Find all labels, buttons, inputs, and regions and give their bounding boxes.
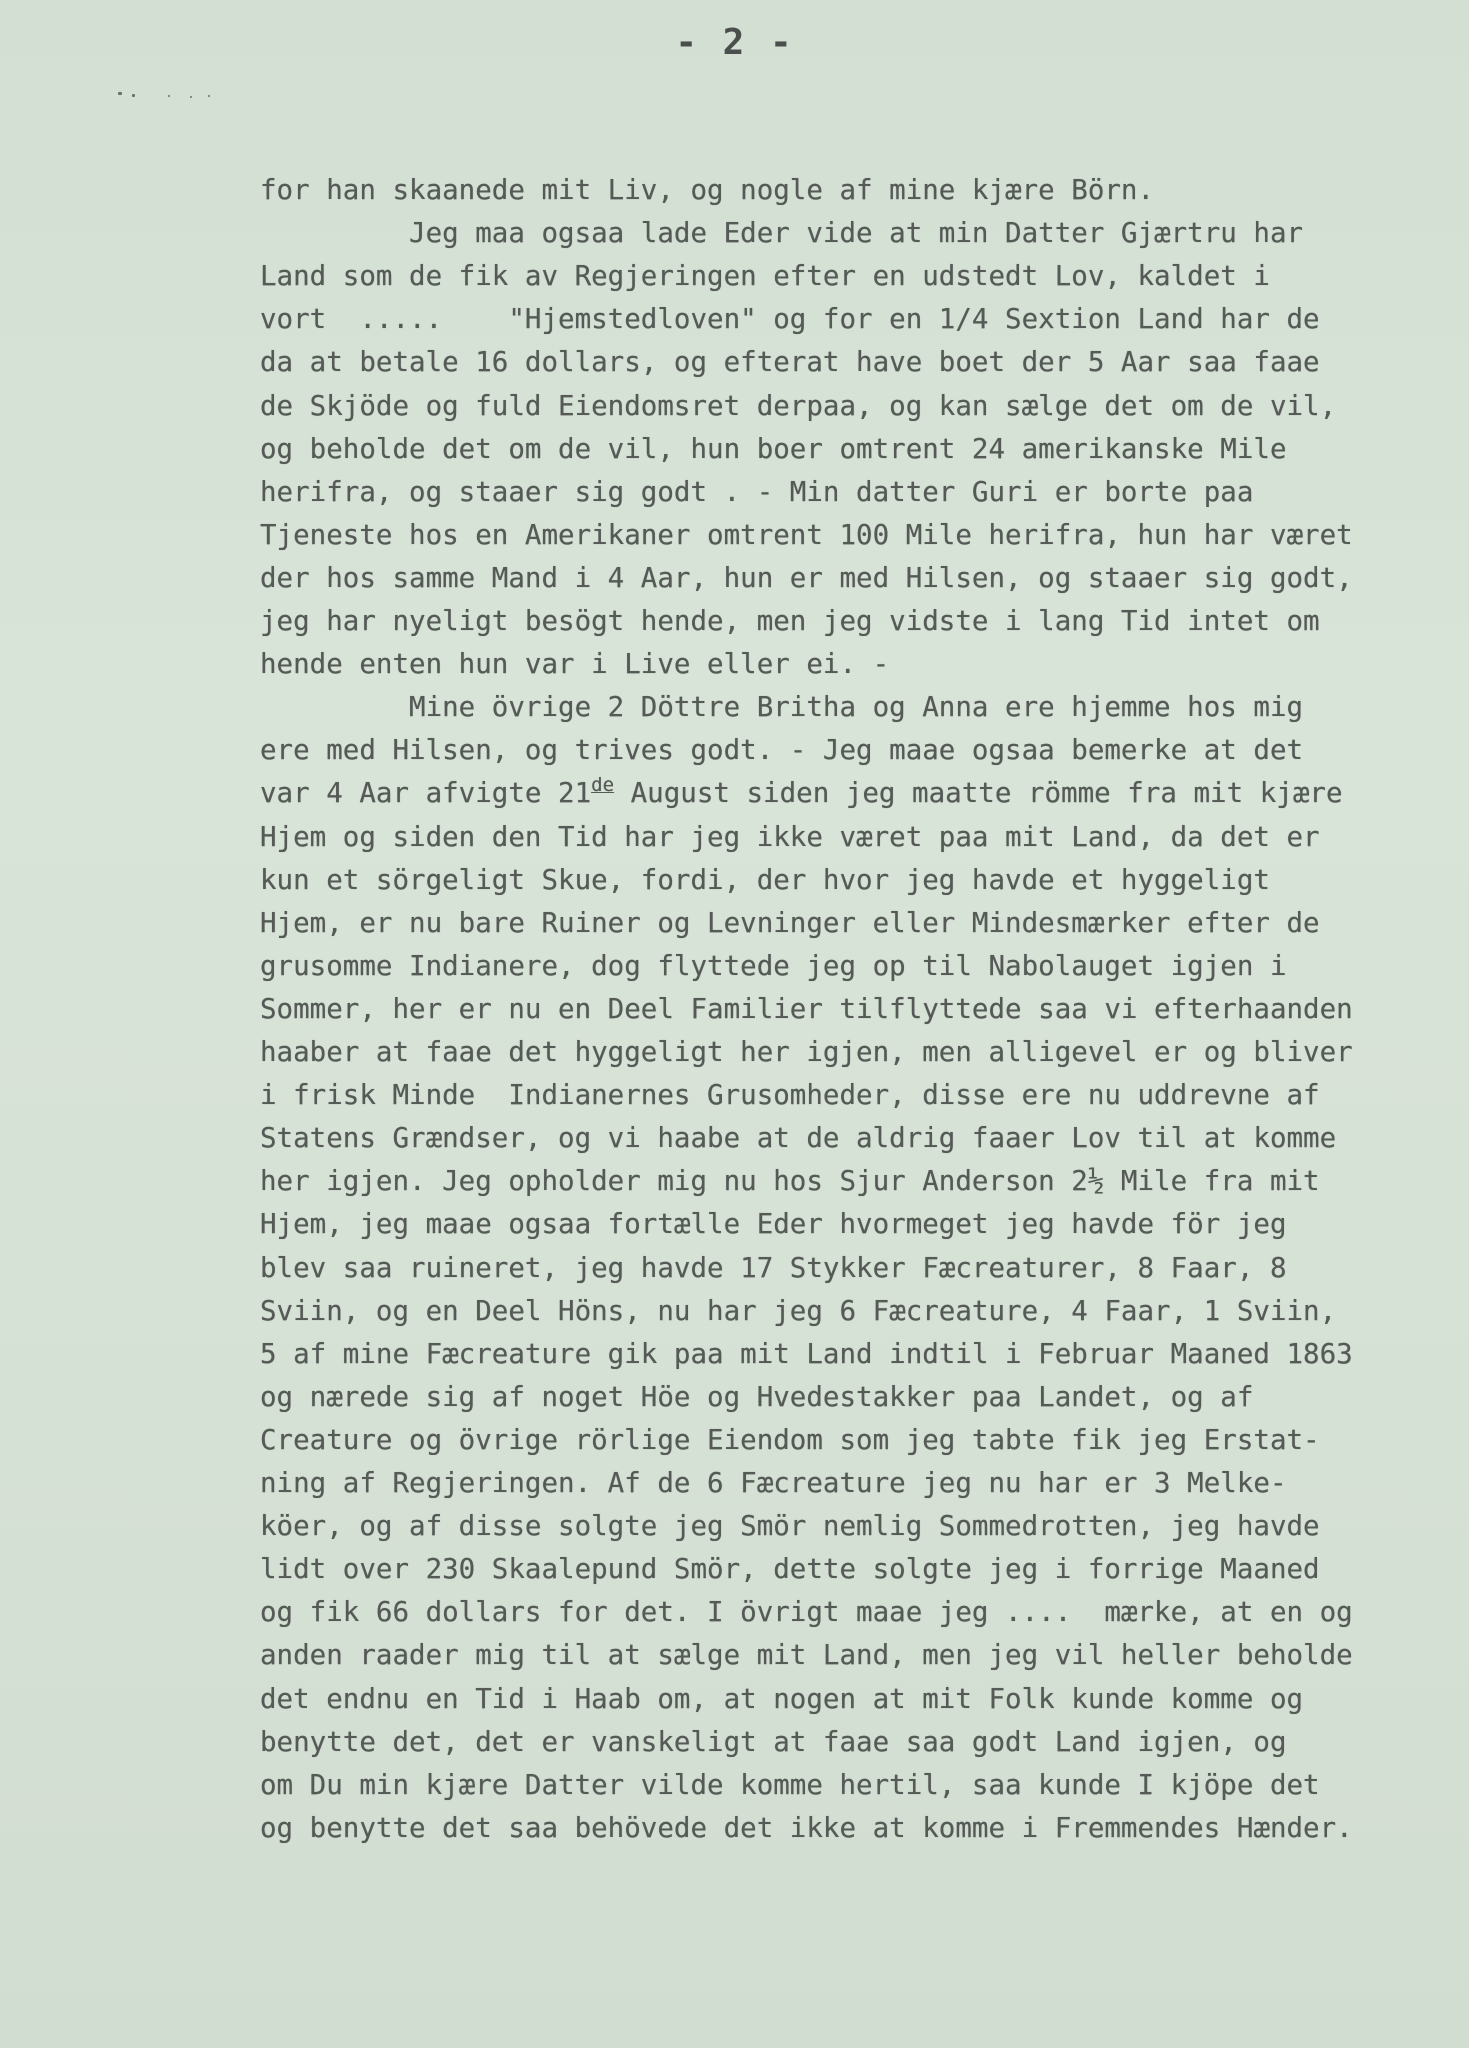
text-line: og nærede sig af noget Höe og Hvedestakker paa Landet, og af — [260, 1381, 1254, 1413]
text-line: Sviin, og en Deel Höns, nu har jeg 6 Fæcreature, 4 Faar, 1 Sviin, — [260, 1295, 1337, 1327]
text-line: lidt over 230 Skaalepund Smör, dette solgte jeg i forrige Maaned — [260, 1553, 1320, 1585]
text-line: benytte det, det er vanskeligt at faae saa godt Land igjen, og — [260, 1726, 1287, 1758]
ordinal-superscript: de — [591, 774, 615, 796]
text-line: vort ..... "Hjemstedloven" og for en 1/4 Sextion Land har de — [260, 303, 1320, 335]
text-line: i frisk Minde Indianernes Grusomheder, disse ere nu uddrevne af — [260, 1079, 1320, 1111]
text-line: 5 af mine Fæcreature gik paa mit Land indtil i Februar Maaned 1863 — [260, 1338, 1353, 1370]
text-line: ere med Hilsen, og trives godt. - Jeg maae ogsaa bemerke at det — [260, 734, 1304, 766]
text-line: Land som de fik av Regjeringen efter en udstedt Lov, kaldet i — [260, 260, 1270, 292]
text-line: da at betale 16 dollars, og efterat have boet der 5 Aar saa faae — [260, 346, 1320, 378]
text-line: de Skjöde og fuld Eiendomsret derpaa, og kan sælge det om de vil, — [260, 390, 1337, 422]
text-line: for han skaanede mit Liv, og nogle af mine kjære Börn. — [260, 174, 1155, 206]
text-line-continuation: August siden jeg maatte römme fra mit kjære — [614, 777, 1343, 809]
text-line: Tjeneste hos en Amerikaner omtrent 100 Mile herifra, hun har været — [260, 519, 1353, 551]
text-line: köer, og af disse solgte jeg Smör nemlig Sommedrotten, jeg havde — [260, 1510, 1320, 1542]
text-line: her igjen. Jeg opholder mig nu hos Sjur Anderson 2½ Mile fra mit — [260, 1165, 1320, 1197]
text-line: blev saa ruineret, jeg havde 17 Stykker Fæcreaturer, 8 Faar, 8 — [260, 1252, 1287, 1284]
text-line: Jeg maa ogsaa lade Eder vide at min Datter Gjærtru har — [260, 217, 1304, 249]
text-line: anden raader mig til at sælge mit Land, men jeg vil heller beholde — [260, 1639, 1353, 1671]
text-line: det endnu en Tid i Haab om, at nogen at mit Folk kunde komme og — [260, 1683, 1304, 1715]
text-line: Statens Grændser, og vi haabe at de aldrig faaer Lov til at komme — [260, 1122, 1337, 1154]
text-line: ning af Regjeringen. Af de 6 Fæcreature jeg nu har er 3 Melke- — [260, 1467, 1287, 1499]
text-line: om Du min kjære Datter vilde komme hertil, saa kunde I kjöpe det — [260, 1769, 1320, 1801]
text-line: Hjem og siden den Tid har jeg ikke været paa mit Land, da det er — [260, 821, 1320, 853]
text-line: kun et sörgeligt Skue, fordi, der hvor jeg havde et hyggeligt — [260, 864, 1270, 896]
text-line: jeg har nyeligt besögt hende, men jeg vidste i lang Tid intet om — [260, 605, 1320, 637]
text-line: Hjem, jeg maae ogsaa fortælle Eder hvormeget jeg havde för jeg — [260, 1208, 1287, 1240]
text-line: Mine övrige 2 Döttre Britha og Anna ere hjemme hos mig — [260, 691, 1304, 723]
text-line: haaber at faae det hyggeligt her igjen, men alligevel er og bliver — [260, 1036, 1353, 1068]
text-line: var 4 Aar afvigte 21de August siden jeg maatte römme fra mit kjære — [260, 774, 1343, 809]
paper-specks — [118, 88, 228, 102]
text-line: og fik 66 dollars for det. I övrigt maae jeg .... mærke, at en og — [260, 1596, 1353, 1628]
text-line: Creature og övrige rörlige Eiendom som jeg tabte fik jeg Erstat- — [260, 1424, 1320, 1456]
text-line: hende enten hun var i Live eller ei. - — [260, 648, 890, 680]
text-line: Hjem, er nu bare Ruiner og Levninger eller Mindesmærker efter de — [260, 907, 1320, 939]
text-line: og benytte det saa behövede det ikke at komme i Fremmendes Hænder. — [260, 1812, 1353, 1844]
text-line: der hos samme Mand i 4 Aar, hun er med Hilsen, og staaer sig godt, — [260, 562, 1353, 594]
text-line: herifra, og staaer sig godt . - Min datter Guri er borte paa — [260, 476, 1254, 508]
page-number: - 2 - — [675, 22, 794, 63]
text-line: Sommer, her er nu en Deel Familier tilflyttede saa vi efterhaanden — [260, 993, 1353, 1025]
text-line: og beholde det om de vil, hun boer omtrent 24 amerikanske Mile — [260, 433, 1287, 465]
text-line: grusomme Indianere, dog flyttede jeg op til Nabolauget igjen i — [260, 950, 1287, 982]
